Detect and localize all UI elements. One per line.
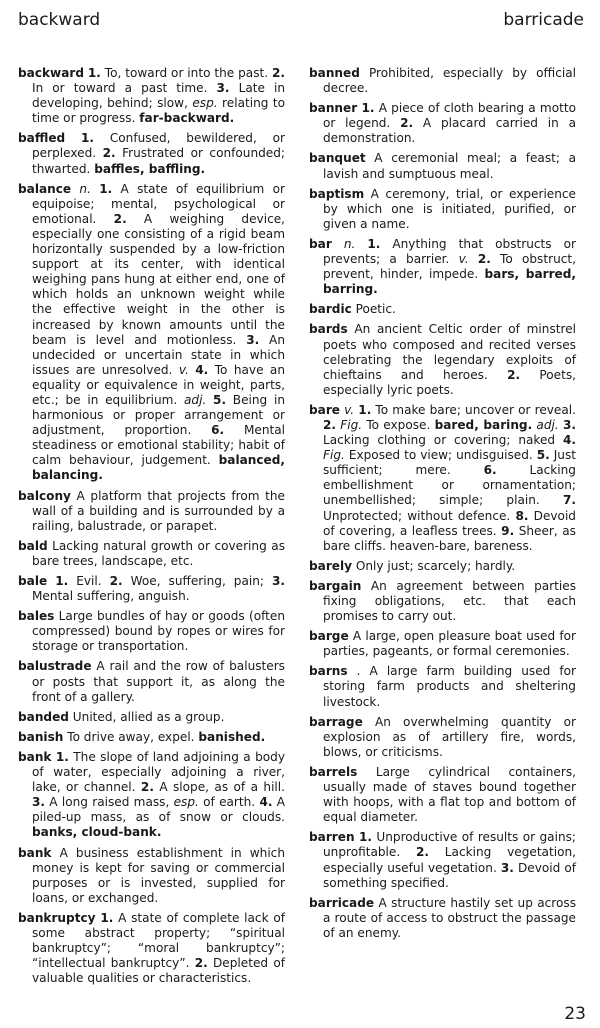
entry-text: 1. (99, 181, 113, 196)
entry-text: 1. (367, 236, 381, 251)
entry-text (91, 182, 99, 196)
entry-text: 2. (113, 211, 127, 226)
dictionary-entry (18, 489, 285, 534)
dictionary-entry (309, 830, 576, 890)
entry-headword: barrels (309, 764, 358, 779)
entry-text: Lacking natural growth or covering as bare trees, landscape, etc. (32, 538, 285, 568)
dictionary-entry (309, 765, 576, 825)
entry-text: A state of complete lack of some abstract property; “spiritual bankruptcy”; “moral bankruptcy”; “intellectual bankruptcy”. (32, 910, 285, 971)
entry-text: Poets, especially lyric poets. (323, 367, 576, 397)
entry-headword: balcony (18, 488, 71, 503)
dictionary-entry (309, 322, 576, 397)
entry-text: An overwhelming quantity or explosion as of artillery fire, words, blows, or criticisms. (323, 714, 576, 759)
entry-text: 5. (213, 392, 227, 407)
entry-headword: banner (309, 101, 358, 116)
entry-text: 1. (87, 66, 101, 80)
dictionary-entry (309, 101, 576, 146)
entry-headword: bards (309, 322, 348, 337)
entry-text: baffles, baffling. (94, 161, 206, 176)
dictionary-entry (18, 182, 285, 484)
entry-text: Unproductive of results or gains; unprofitable. (323, 830, 576, 860)
dictionary-entry (18, 846, 285, 906)
entry-text (47, 574, 55, 588)
entry-text: Large cylindrical containers, usually made of staves bound together with hoops, with a flat top and bottom of equal diameter. (323, 764, 576, 825)
entry-headword: banquet (309, 151, 366, 166)
entry-text: 6. (483, 463, 497, 478)
entry-text: esp. (173, 795, 199, 810)
dictionary-entry (18, 574, 285, 604)
entry-text: A state of equilibrium or equipoise; mental, psychological or emotional. (32, 181, 285, 226)
entry-text: 4. (195, 362, 209, 377)
entry-headword: baptism (309, 186, 365, 201)
entry-text: esp. (192, 96, 218, 111)
entry-text: 3. (271, 574, 285, 588)
entry-text: Just sufficient; mere. (323, 448, 576, 478)
entry-text: To expose. (362, 417, 435, 432)
dictionary-column-left (18, 66, 285, 991)
entry-text: 2. (109, 574, 123, 588)
entry-text: 4. (259, 795, 273, 810)
dictionary-entry (309, 187, 576, 232)
entry-text: 2. (271, 66, 285, 80)
entry-headword: backward (18, 66, 84, 80)
entry-text: 1. (358, 830, 372, 845)
entry-text: 3. (500, 860, 514, 875)
entry-text: Being in harmonious or proper arrangement or adjustment, proportion. (32, 392, 285, 438)
dictionary-entry (18, 609, 285, 654)
entry-text: 8. (515, 508, 529, 523)
entry-headword: barely (309, 558, 353, 573)
entry-text: A platform that projects from the wall of a building and is surrounded by a railing, balustrade, or parapet. (32, 488, 285, 533)
entry-text: An ancient Celtic order of minstrel poets who composed and recited verses celebrating the legendary exploits of chieftains and heroes. (323, 322, 576, 382)
entry-text: 2. (400, 116, 414, 131)
entry-text: A ceremonial meal; a feast; a lavish and sumptuous meal. (323, 151, 576, 181)
entry-text: 5. (536, 448, 550, 463)
entry-headword: bale (18, 574, 48, 588)
entry-text: An undecided or uncertain state in which issues are unresolved. (32, 332, 285, 377)
entry-text: 3. (216, 81, 230, 96)
entry-text: v. (178, 362, 189, 377)
entry-text: Confused, bewildered, or perplexed. (32, 131, 285, 161)
entry-text: 9. (501, 523, 515, 538)
entry-text: 1. (55, 749, 69, 764)
dictionary-entry (309, 403, 576, 554)
guide-word-left: backward (18, 10, 101, 30)
entry-text: A ceremony, trial, or experience by which one is initiated, purified, or given a name. (323, 186, 576, 231)
dictionary-column-right (309, 66, 576, 946)
entry-text: 1. (358, 402, 372, 417)
entry-text: 1. (100, 910, 114, 925)
dictionary-entry (18, 750, 285, 841)
entry-headword: barren (309, 830, 355, 845)
entry-text: 2. (323, 417, 337, 432)
entry-text: 1. (361, 101, 375, 116)
entry-text: 1. (55, 574, 69, 588)
entry-headword: bardic (309, 302, 352, 317)
entry-text: Evil. (68, 574, 110, 588)
entry-text: 2. (140, 780, 154, 795)
entry-text: bars, barred, barring. (323, 267, 576, 297)
dictionary-entry (309, 302, 576, 317)
entry-headword: bare (309, 402, 340, 417)
entry-text: Poetic. (351, 302, 396, 317)
entry-headword: barns (309, 664, 348, 679)
entry-headword: bargain (309, 578, 362, 593)
entry-headword: bank (18, 749, 52, 764)
entry-text: Mental suffering, anguish. (32, 589, 190, 604)
entry-text: 2. (416, 845, 430, 860)
entry-headword: balance (18, 181, 72, 196)
entry-text (355, 237, 367, 251)
entry-text: balanced, balancing. (32, 453, 285, 483)
entry-text: A piled-up mass, as of snow or clouds. (32, 795, 286, 825)
page-number: 23 (564, 1004, 586, 1024)
entry-headword: bank (18, 845, 52, 860)
entry-text: v. (344, 402, 355, 417)
entry-headword: bar (309, 236, 332, 251)
entry-text: A placard carried in a demonstration. (323, 116, 576, 146)
entry-text: Prohibited, especially by official decree. (323, 66, 576, 96)
entry-text: n. (79, 181, 91, 196)
dictionary-entry (309, 151, 576, 181)
entry-text: 1. (81, 131, 95, 146)
entry-text: 3. (562, 417, 576, 432)
dictionary-entry (309, 237, 576, 297)
entry-text: To drive away, expel. (63, 729, 199, 744)
entry-text: v. (458, 252, 469, 267)
entry-text: Woe, suffering, pain; (122, 574, 272, 588)
entry-text: relating to time or progress. (32, 96, 285, 126)
entry-text: 3. (246, 332, 260, 347)
entry-text: Anything that obstructs or prevents; a barrier. (323, 236, 576, 267)
entry-text: A large, open pleasure boat used for parties, pageants, or formal ceremonies. (323, 629, 576, 659)
entry-text: banished. (198, 729, 266, 744)
dictionary-entry (309, 715, 576, 760)
entry-headword: bales (18, 609, 55, 624)
entry-text: Large bundles of hay or goods (often compressed) bound by ropes or wires for storage or transportation. (32, 609, 285, 654)
entry-headword: banish (18, 729, 64, 744)
entry-text: 3. (32, 795, 46, 810)
entry-headword: banded (18, 709, 69, 724)
entry-text: A long raised mass, (45, 795, 174, 810)
dictionary-entry (309, 896, 576, 941)
entry-text: banks, cloud-bank. (32, 825, 162, 840)
entry-text: 6. (211, 423, 225, 438)
dictionary-entry (309, 579, 576, 624)
entry-text: Lacking embellishment or ornamentation; unembellished; simple; plain. (323, 463, 576, 508)
entry-text: The slope of land adjoining a body of water, especially adjoining a river, lake, or channel. (32, 749, 285, 795)
entry-text: 2. (194, 956, 208, 971)
entry-text: Devoid of covering, a leafless trees. (323, 508, 576, 538)
entry-text (469, 252, 478, 266)
entry-text: To have an equality or equivalence in weight, parts, etc.; be in equilibrium. (32, 362, 285, 407)
entry-text: To make bare; uncover or reveal. (371, 402, 576, 417)
entry-text: Sheer, as bare cliffs. heaven-bare, bareness. (323, 523, 576, 553)
entry-text: 2. (507, 367, 521, 382)
dictionary-entry (18, 710, 285, 725)
entry-text: adj. (184, 392, 207, 407)
entry-text: Fig. (323, 448, 345, 463)
entry-text: Frustrated or confounded; thwarted. (32, 146, 285, 176)
entry-text: A weighing device, especially one consisting of a rigid beam horizontally suspended by a low-friction support at its center, with identical weighing pans hung at either end, one of which holds an unknown weight while the effective weight in the other is increased by known amounts until the beam is level and motionless. (32, 211, 285, 347)
entry-text: bared, baring. (434, 417, 533, 432)
entry-text: A piece of cloth bearing a motto or legend. (323, 101, 576, 131)
dictionary-entry (309, 664, 576, 709)
entry-text: A rail and the row of balusters or posts that support it, as along the front of a gallery. (32, 659, 285, 704)
entry-headword: baffled (18, 131, 66, 146)
entry-text: A business establishment in which money is kept for saving or commercial purposes or is invested, supplied for loans, or exchanged. (32, 845, 285, 905)
entry-text: Unprotected; without defence. (323, 508, 516, 523)
entry-text: Exposed to view; undisguised. (344, 448, 537, 463)
entry-text: A slope, as of a hill. (153, 780, 285, 795)
guide-word-right: barricade (503, 10, 584, 30)
entry-text: Only just; scarcely; hardly. (352, 558, 516, 573)
entry-text: Lacking vegetation, especially useful vegetation. (323, 845, 576, 875)
entry-text: Fig. (340, 417, 363, 432)
entry-text (332, 237, 344, 251)
entry-text: Late in developing, behind; slow, (32, 81, 285, 111)
dictionary-entry (18, 66, 285, 126)
entry-text: 2. (477, 252, 491, 267)
entry-text: To, toward or into the past. (100, 66, 272, 80)
entry-text: 4. (562, 433, 576, 448)
dictionary-entry (18, 659, 285, 704)
entry-text: To obstruct, prevent, hinder, impede. (323, 252, 576, 282)
entry-text: . A large farm building used for storing farm products and sheltering livestock. (323, 664, 576, 709)
entry-text: Devoid of something specified. (323, 860, 576, 890)
dictionary-entry (18, 131, 285, 176)
dictionary-entry (18, 911, 285, 986)
entry-headword: bankruptcy (18, 910, 96, 925)
entry-headword: barge (309, 629, 349, 644)
entry-text: An agreement between parties fixing obligations, etc. that each promises to carry out. (323, 578, 576, 624)
dictionary-entry (18, 730, 285, 745)
entry-headword: banned (309, 66, 360, 80)
entry-text (65, 131, 81, 145)
dictionary-entry (309, 66, 576, 96)
entry-text: 2. (102, 146, 116, 161)
entry-text: adj. (536, 417, 559, 432)
entry-text: of earth. (198, 795, 260, 810)
dictionary-entry (309, 629, 576, 659)
entry-text: far-backward. (139, 111, 235, 126)
entry-text: Mental steadiness or emotional stability; habit of calm behaviour, judgement. (32, 423, 285, 468)
entry-headword: bald (18, 538, 48, 553)
entry-headword: barricade (309, 895, 375, 910)
entry-text: Lacking clothing or covering; naked (323, 433, 563, 448)
entry-text: United, allied as a group. (68, 709, 225, 724)
entry-text: Depleted of valuable qualities or characteristics. (32, 956, 285, 986)
dictionary-entry (18, 539, 285, 569)
entry-text: In or toward a past time. (32, 81, 217, 96)
entry-text: A structure hastily set up across a route of access to obstruct the passage of an enemy. (323, 895, 576, 940)
entry-text: 7. (562, 493, 576, 508)
entry-headword: barrage (309, 714, 363, 729)
entry-headword: balustrade (18, 659, 92, 674)
dictionary-entry (309, 559, 576, 574)
entry-text: n. (343, 236, 356, 251)
